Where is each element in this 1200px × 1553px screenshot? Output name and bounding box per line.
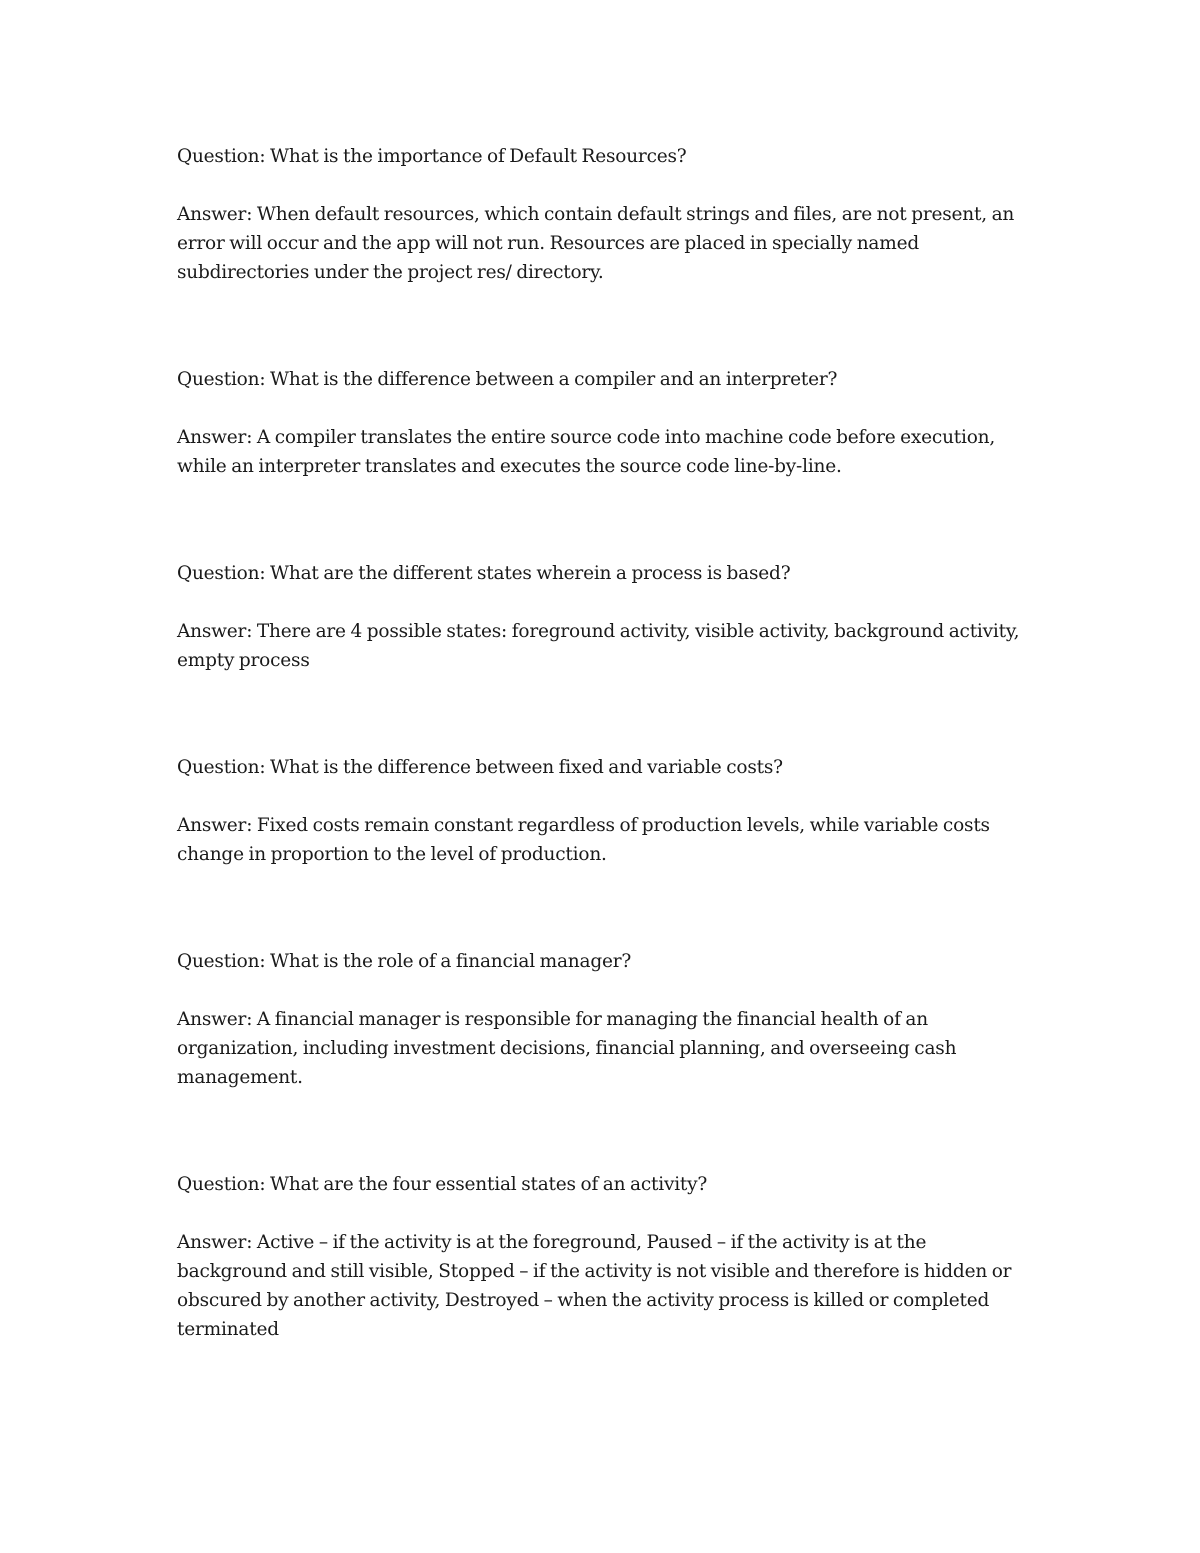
question-text: Question: What is the difference between fixed and variable costs? — [177, 757, 783, 778]
qa-list — [177, 142, 1037, 1344]
question-text: Question: What is the importance of Default Resources? — [177, 146, 687, 167]
question-text: Question: What is the difference between a compiler and an interpreter? — [177, 369, 838, 390]
qa-item — [177, 753, 1037, 869]
question-text: Question: What are the different states wherein a process is based? — [177, 563, 791, 584]
answer-text: Answer: When default resources, which contain default strings and files, are not present, an error will occur and the app will not run. Resources are placed in specially named subdirectories under the project res/ directory. — [177, 204, 1015, 283]
answer-text: Answer: Fixed costs remain constant regardless of production levels, while variable costs change in proportion to the level of production. — [177, 815, 990, 865]
qa-item — [177, 142, 1037, 287]
qa-item — [177, 1170, 1037, 1344]
question-text: Question: What is the role of a financial manager? — [177, 951, 632, 972]
answer-text: Answer: A compiler translates the entire source code into machine code before execution, while an interpreter translates and executes the source code line-by-line. — [177, 427, 996, 477]
answer-text: Answer: Active – if the activity is at the foreground, Paused – if the activity is at the background and still visible, Stopped – if the activity is not visible and therefore is hidden or obscured by another activity, Destroyed – when the activity process is killed or completed terminated — [177, 1232, 1012, 1340]
answer-text: Answer: There are 4 possible states: foreground activity, visible activity, background activity, empty process — [177, 621, 1020, 671]
qa-item — [177, 559, 1037, 675]
qa-item — [177, 947, 1037, 1092]
question-text: Question: What are the four essential states of an activity? — [177, 1174, 708, 1195]
answer-text: Answer: A financial manager is responsible for managing the financial health of an organization, including investment decisions, financial planning, and overseeing cash management. — [177, 1009, 957, 1088]
qa-item — [177, 365, 1037, 481]
